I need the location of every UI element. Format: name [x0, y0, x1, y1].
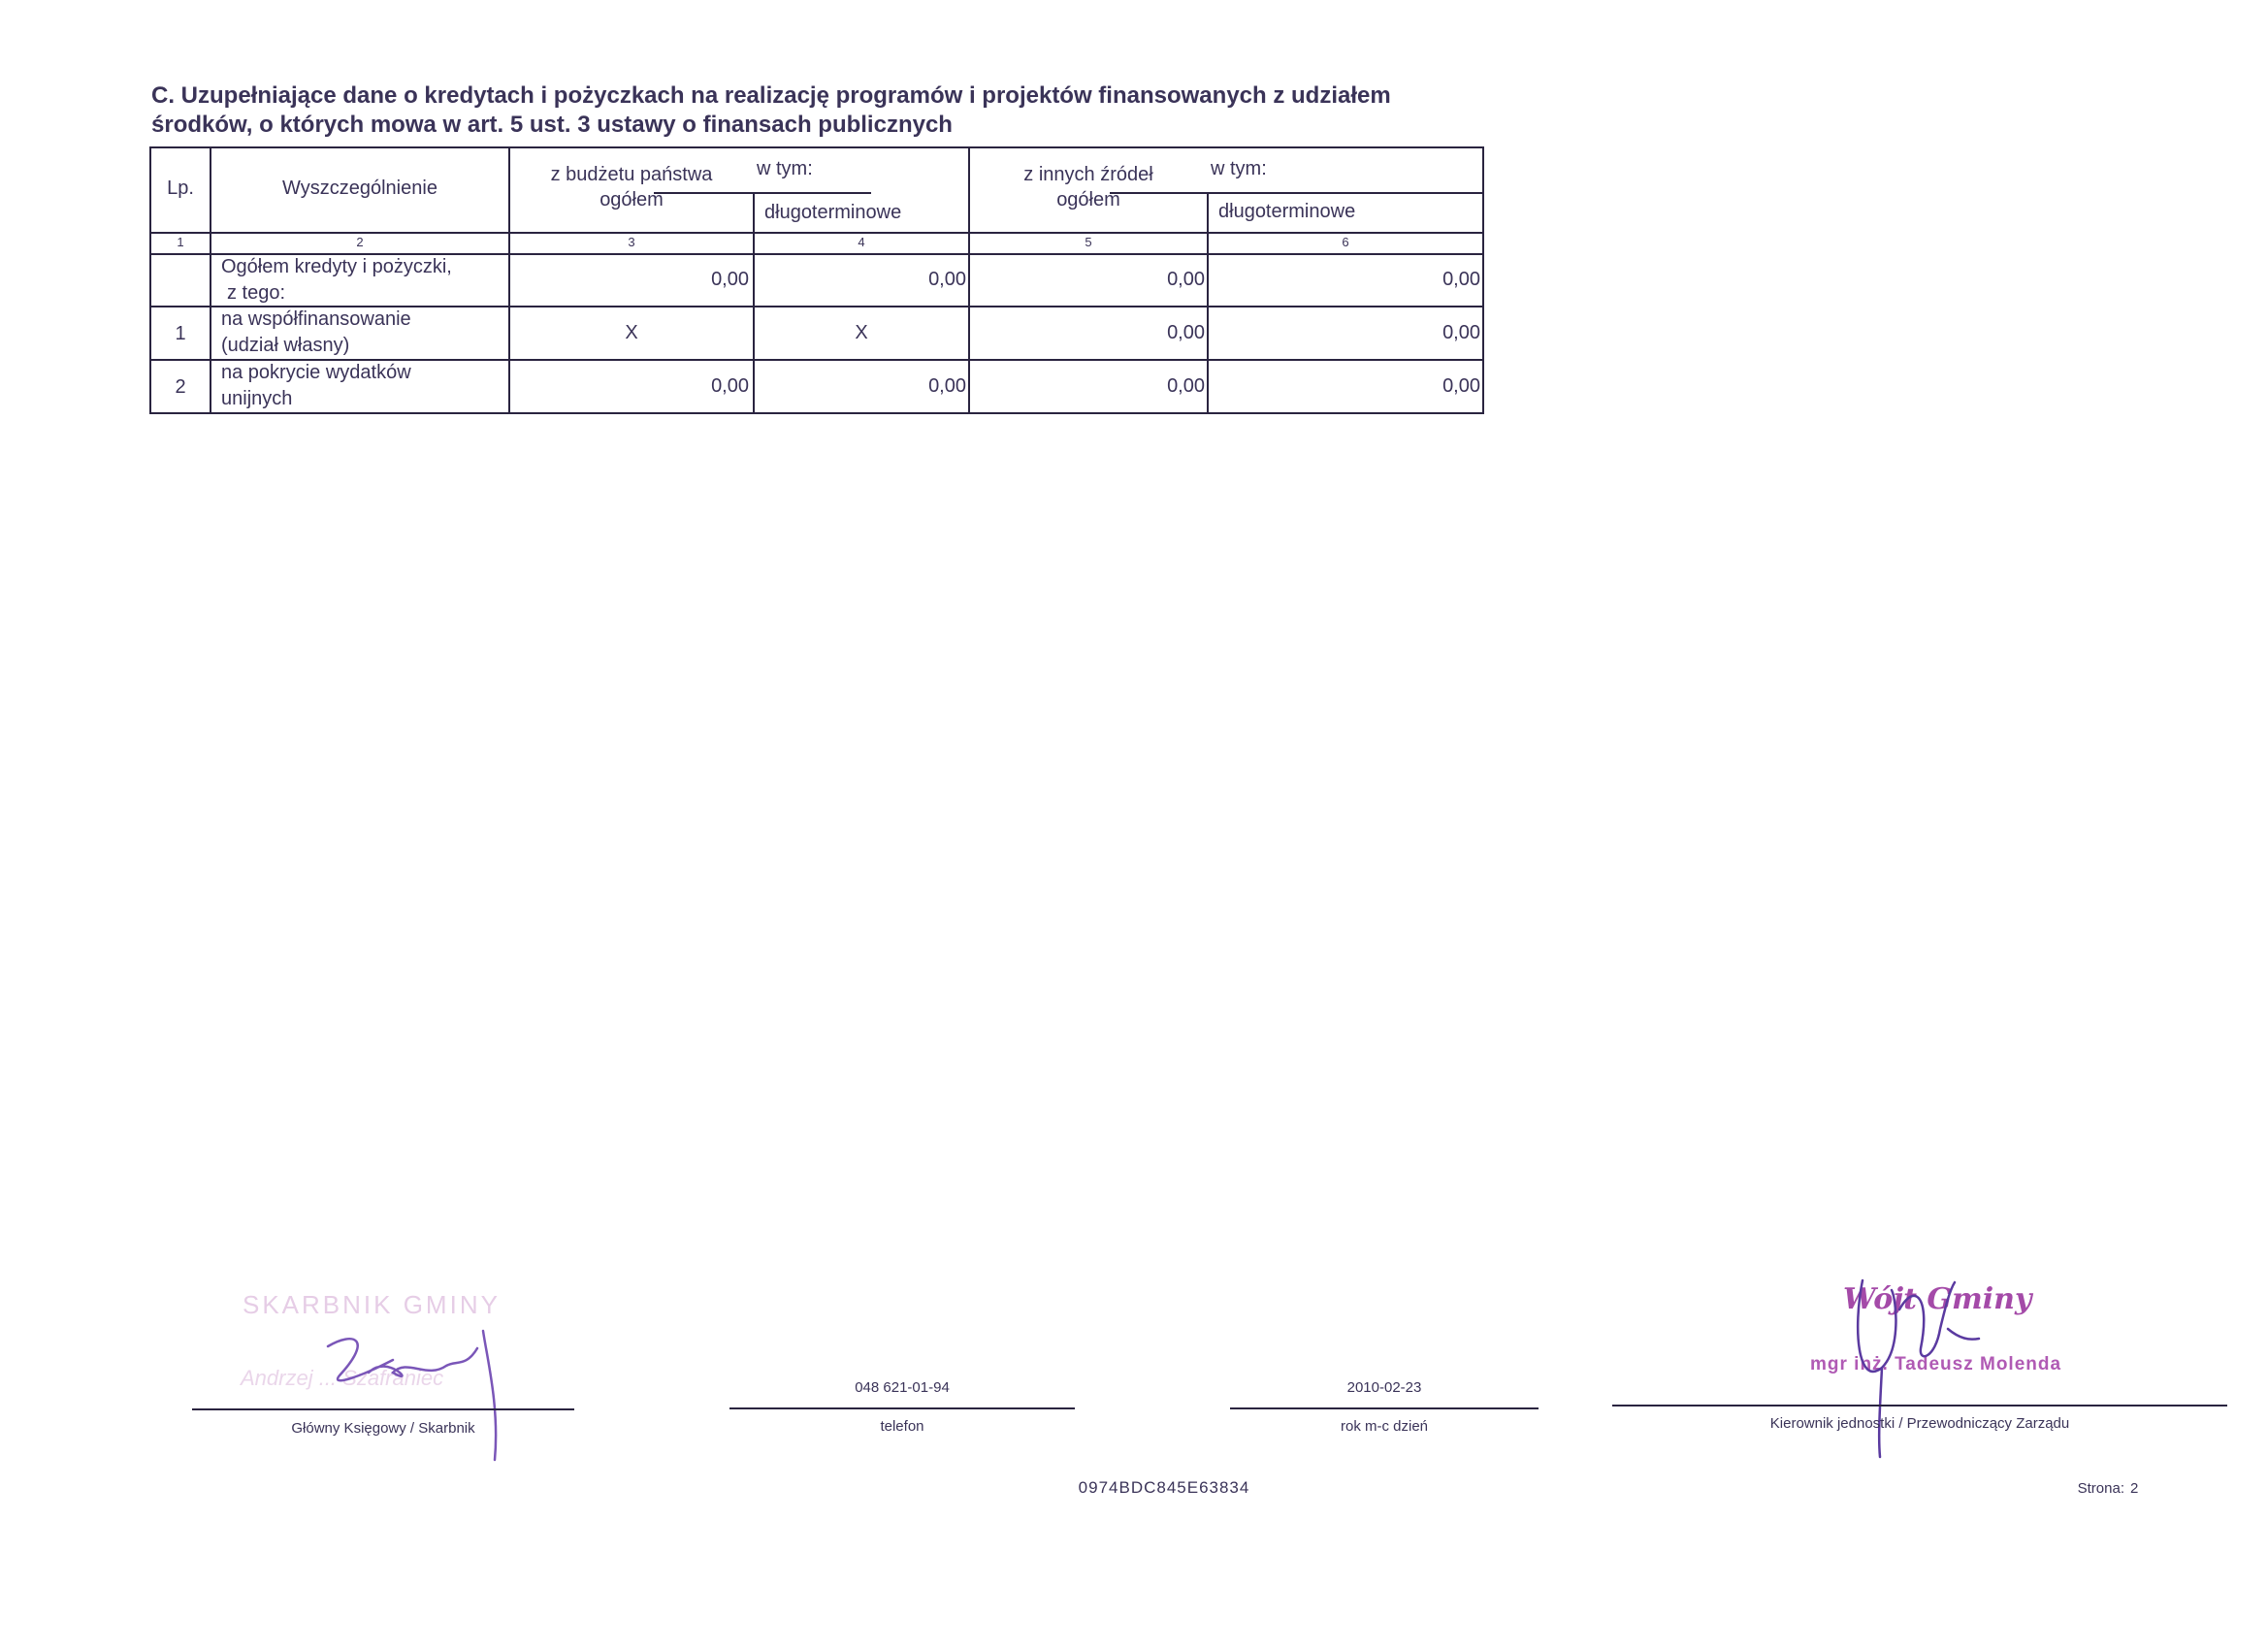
- header-longterm-other: długoterminowe: [1218, 201, 1356, 222]
- table-row-other-long: 0,00: [1442, 269, 1480, 290]
- table-row-label-line2: z tego:: [227, 282, 286, 304]
- table-rule-numbers-bottom: [149, 253, 1484, 255]
- col-number-2: 2: [356, 235, 364, 249]
- accountant-signature-line: [192, 1408, 574, 1410]
- col-number-3: 3: [628, 235, 635, 249]
- header-longterm-budget: długoterminowe: [764, 202, 902, 223]
- col-number-5: 5: [1085, 235, 1092, 249]
- date-line: [1230, 1407, 1539, 1409]
- header-other-line1: z innych źródeł: [1023, 164, 1153, 185]
- table-rule-right: [1482, 146, 1484, 414]
- page-label: Strona:: [2077, 1480, 2124, 1497]
- header-other-line2: ogółem: [1056, 189, 1120, 210]
- table-row-budget-long: X: [855, 322, 868, 343]
- table-row-other: 0,00: [1167, 269, 1205, 290]
- treasurer-signature: [301, 1319, 543, 1465]
- date-value: 2010-02-23: [1346, 1379, 1422, 1396]
- section-title: [151, 81, 1509, 140]
- table-row-label-line1: na pokrycie wydatków: [221, 362, 411, 383]
- table-row-other: 0,00: [1167, 375, 1205, 397]
- table-row-budget: 0,00: [711, 375, 749, 397]
- col-number-4: 4: [858, 235, 865, 249]
- table-rule-header-bottom: [149, 232, 1484, 234]
- table-rule-row2: [149, 359, 1484, 361]
- table-row-budget: 0,00: [711, 269, 749, 290]
- table-row-lp: 1: [175, 323, 186, 344]
- table-row-budget-long: 0,00: [928, 269, 966, 290]
- treasurer-stamp-name: Andrzej ... Szafraniec: [241, 1366, 444, 1390]
- col-number-1: 1: [177, 235, 184, 249]
- date-label: rok m-c dzień: [1340, 1418, 1429, 1435]
- head-label: Kierownik jednostki / Przewodniczący Zarządu: [1769, 1415, 2070, 1432]
- mayor-stamp: Wójt Gminy: [1843, 1282, 2032, 1316]
- table-row-other-long: 0,00: [1442, 322, 1480, 343]
- header-in-that-budget: w tym:: [757, 158, 813, 179]
- header-item: Wyszczególnienie: [282, 178, 437, 199]
- page-number: 2: [2130, 1480, 2139, 1497]
- loans-table: [149, 146, 1484, 414]
- header-in-that-other: w tym:: [1211, 158, 1267, 179]
- table-row-budget: X: [625, 322, 638, 343]
- table-row-other: 0,00: [1167, 322, 1205, 343]
- document-code: 0974BDC845E63834: [1078, 1478, 1250, 1497]
- treasurer-stamp: SKARBNIK GMINY: [243, 1290, 501, 1319]
- header-budget-line2: ogółem: [599, 189, 664, 210]
- section-title-line2: środków, o których mowa w art. 5 ust. 3 ustawy o finansach publicznych: [151, 112, 953, 138]
- accountant-label: Główny Księgowy / Skarbnik: [291, 1420, 475, 1437]
- table-row-label-line1: Ogółem kredyty i pożyczki,: [221, 256, 452, 277]
- table-row-label-line1: na współfinansowanie: [221, 308, 411, 330]
- table-row-other-long: 0,00: [1442, 375, 1480, 397]
- table-row-budget-long: 0,00: [928, 375, 966, 397]
- table-row-label-line2: unijnych: [221, 388, 293, 409]
- header-lp: Lp.: [167, 178, 194, 199]
- mayor-signature: [1824, 1271, 2018, 1465]
- col-number-6: 6: [1342, 235, 1349, 249]
- table-rule-bottom: [149, 412, 1484, 414]
- phone-label: telefon: [880, 1418, 924, 1435]
- table-row-label-line2: (udział własny): [221, 335, 350, 356]
- table-rule-top: [149, 146, 1484, 148]
- table-rule-row1: [149, 306, 1484, 307]
- phone-line: [729, 1407, 1075, 1409]
- section-title-line1: C. Uzupełniające dane o kredytach i pożyczkach na realizację programów i projektów finansowanych z udziałem: [151, 82, 1391, 109]
- table-row-lp: 2: [175, 376, 186, 398]
- header-budget-line1: z budżetu państwa: [550, 164, 713, 185]
- mayor-stamp-name: mgr inż. Tadeusz Molenda: [1810, 1354, 2062, 1374]
- phone-value: 048 621-01-94: [855, 1379, 950, 1396]
- head-signature-line: [1612, 1405, 2227, 1406]
